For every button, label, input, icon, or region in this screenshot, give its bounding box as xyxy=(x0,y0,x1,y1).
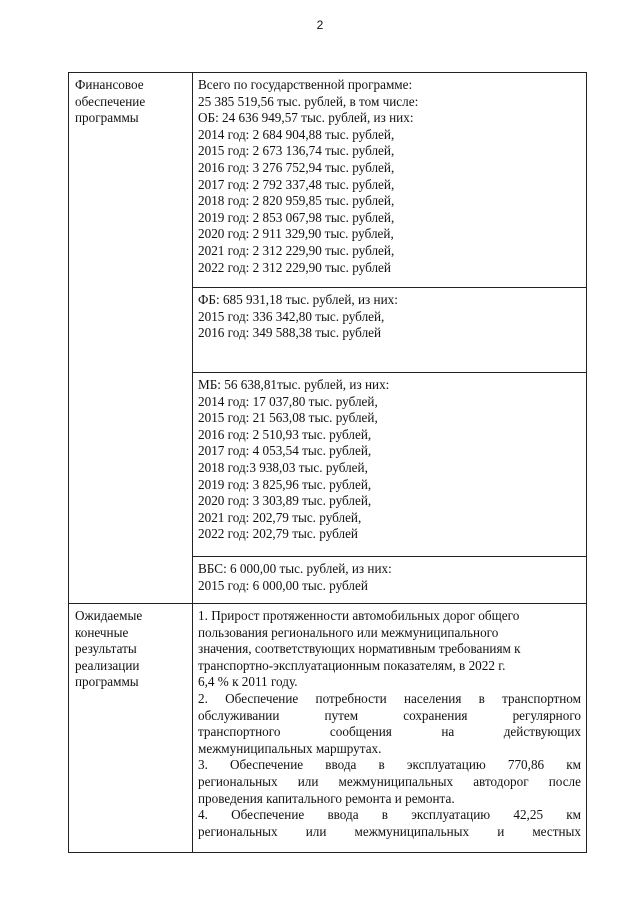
text-line: 2019 год: 2 853 067,98 тыс. рублей, xyxy=(198,209,395,225)
text-line: 2. Обеспечение потребности населения в транспортном xyxy=(198,690,581,706)
text-line: ВБС: 6 000,00 тыс. рублей, из них: xyxy=(198,561,392,576)
text-line: ОБ: 24 636 949,57 тыс. рублей, из них: xyxy=(198,110,414,126)
text-line: 1. Прирост протяженности автомобильных дорог общего xyxy=(198,608,520,623)
text-line: Всего по государственной программе: xyxy=(198,77,413,92)
total-financing-cell xyxy=(193,73,587,288)
text-line: 2022 год: 2 312 229,90 тыс. рублей xyxy=(198,259,391,275)
label-line: Ожидаемые xyxy=(75,608,143,623)
text-line: 2017 год: 4 053,54 тыс. рублей, xyxy=(198,443,372,459)
text-line: транспортного сообщения на действующих xyxy=(198,724,581,740)
text-line: значения, соответствующих нормативным требованиям к xyxy=(198,641,521,657)
text-line: 6,4 % к 2011 году. xyxy=(198,674,298,690)
label-line: реализации xyxy=(75,657,140,673)
results-content-cell xyxy=(193,604,587,853)
text-line: 2016 год: 3 276 752,94 тыс. рублей, xyxy=(198,159,395,175)
text-line: ФБ: 685 931,18 тыс. рублей, из них: xyxy=(198,292,398,307)
text-line: 2018 год:3 938,03 тыс. рублей, xyxy=(198,459,368,475)
text-line: обслуживании путем сохранения регулярного xyxy=(198,707,581,723)
text-line: межмуниципальных маршрутах. xyxy=(198,740,382,756)
financing-row xyxy=(69,73,587,288)
text-line: 3. Обеспечение ввода в эксплуатацию 770,86 км xyxy=(198,757,581,773)
label-line: обеспечение xyxy=(75,93,146,109)
vbs-financing-cell xyxy=(193,557,587,604)
text-line: 2020 год: 3 303,89 тыс. рублей, xyxy=(198,493,372,509)
text-line: 2015 год: 336 342,80 тыс. рублей, xyxy=(198,308,385,324)
text-line: 2020 год: 2 911 329,90 тыс. рублей, xyxy=(198,226,394,242)
label-line: Финансовое xyxy=(75,77,144,92)
text-line: 25 385 519,56 тыс. рублей, в том числе: xyxy=(198,93,419,109)
financing-label xyxy=(69,73,193,604)
text-line: 2015 год: 6 000,00 тыс. рублей xyxy=(198,577,368,593)
text-line: 2022 год: 202,79 тыс. рублей xyxy=(198,526,358,542)
results-label xyxy=(69,604,193,853)
passport-table xyxy=(68,72,587,853)
results-row xyxy=(69,604,587,853)
text-line: 2017 год: 2 792 337,48 тыс. рублей, xyxy=(198,176,395,192)
fb-financing-cell xyxy=(193,288,587,373)
text-line: 2014 год: 17 037,80 тыс. рублей, xyxy=(198,393,378,409)
label-line: результаты xyxy=(75,641,137,657)
text-line: 2016 год: 349 588,38 тыс. рублей xyxy=(198,325,382,341)
label-line: конечные xyxy=(75,624,129,640)
text-line: 4. Обеспечение ввода в эксплуатацию 42,25 км xyxy=(198,807,581,823)
label-line: программы xyxy=(75,110,139,126)
text-line: 2018 год: 2 820 959,85 тыс. рублей, xyxy=(198,193,395,209)
text-line: 2021 год: 2 312 229,90 тыс. рублей, xyxy=(198,242,395,258)
text-line: транспортно-эксплуатационным показателям, в 2022 г. xyxy=(198,657,506,673)
mb-financing-cell xyxy=(193,373,587,557)
text-line: проведения капитального ремонта и ремонта. xyxy=(198,790,455,806)
label-line: программы xyxy=(75,674,139,690)
text-line: региональных или межмуниципальных и местных xyxy=(198,823,581,839)
text-line: МБ: 56 638,81тыс. рублей, из них: xyxy=(198,377,390,392)
text-line: пользования регионального или межмуниципального xyxy=(198,624,499,640)
text-line: региональных или межмуниципальных автодорог после xyxy=(198,773,581,789)
page-number: 2 xyxy=(316,18,324,32)
text-line: 2014 год: 2 684 904,88 тыс. рублей, xyxy=(198,126,395,142)
text-line: 2021 год: 202,79 тыс. рублей, xyxy=(198,509,362,525)
text-line: 2019 год: 3 825,96 тыс. рублей, xyxy=(198,476,372,492)
text-line: 2015 год: 21 563,08 тыс. рублей, xyxy=(198,410,378,426)
text-line: 2015 год: 2 673 136,74 тыс. рублей, xyxy=(198,143,395,159)
text-line: 2016 год: 2 510,93 тыс. рублей, xyxy=(198,426,372,442)
